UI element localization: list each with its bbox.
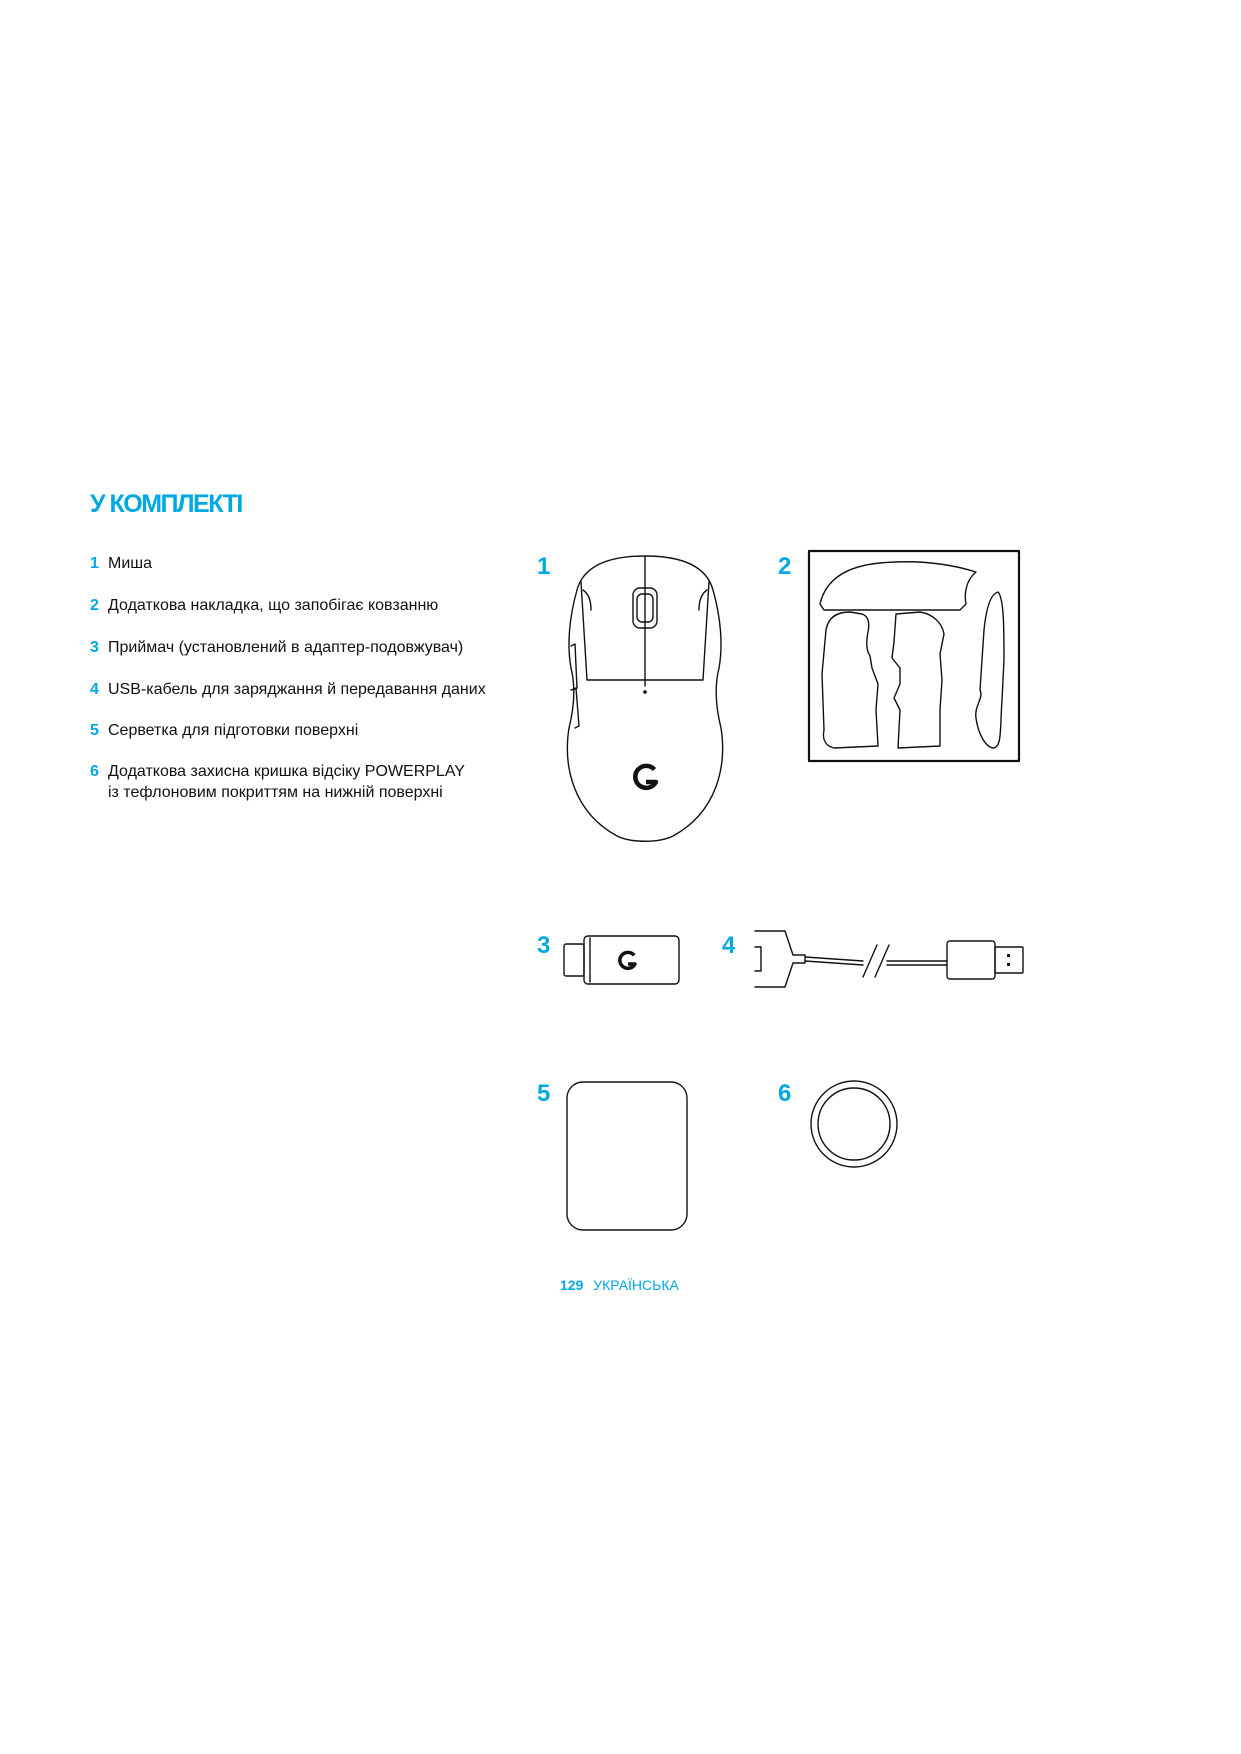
page-number: 129 xyxy=(560,1277,584,1293)
item-number: 1 xyxy=(90,555,99,572)
cleaning-wipe-illustration xyxy=(563,1078,691,1234)
figure-number-5: 5 xyxy=(537,1080,551,1107)
item-text: Додаткова захисна кришка відсіку POWERPLAY із тефлоновим покриттям на нижній поверхні xyxy=(108,763,465,801)
section-heading: У КОМПЛЕКТІ xyxy=(90,490,242,518)
item-text: USB-кабель для заряджання й передавання даних xyxy=(108,681,486,698)
usb-cable-illustration xyxy=(745,925,1027,1001)
list-item xyxy=(90,595,510,616)
item-number: 4 xyxy=(90,681,99,698)
list-item xyxy=(90,720,510,741)
item-text: Додаткова накладка, що запобігає ковзанню xyxy=(108,597,439,614)
item-text: Миша xyxy=(108,555,152,572)
item-number: 3 xyxy=(90,639,99,656)
figure-number-3: 3 xyxy=(537,932,551,959)
grip-tape-illustration xyxy=(808,550,1020,762)
powerplay-cover-illustration xyxy=(808,1078,900,1170)
item-number: 6 xyxy=(90,763,99,780)
language-label: УКРАЇНСЬКА xyxy=(593,1277,679,1293)
list-item xyxy=(90,637,510,658)
list-item xyxy=(90,761,510,803)
list-item xyxy=(90,679,510,700)
item-number: 2 xyxy=(90,597,99,614)
item-text: Серветка для підготовки поверхні xyxy=(108,722,359,739)
mouse-illustration xyxy=(565,550,725,850)
figure-number-1: 1 xyxy=(537,553,551,580)
item-number: 5 xyxy=(90,722,99,739)
figure-number-2: 2 xyxy=(778,553,792,580)
item-text: Приймач (установлений в адаптер-подовжувач) xyxy=(108,639,464,656)
receiver-illustration xyxy=(562,932,682,988)
list-item xyxy=(90,553,510,574)
figure-number-6: 6 xyxy=(778,1080,792,1107)
contents-list xyxy=(90,553,510,803)
figure-number-4: 4 xyxy=(722,932,736,959)
page-footer xyxy=(560,1277,679,1293)
